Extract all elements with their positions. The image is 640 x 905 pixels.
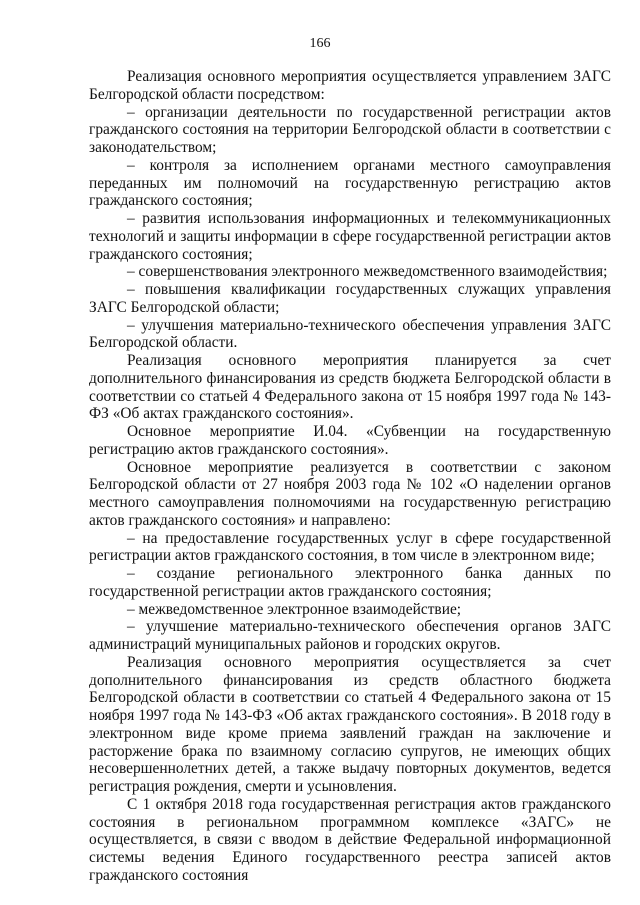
document-body — [89, 68, 611, 885]
paragraph: – совершенствования электронного межведомственного взаимодействия; — [127, 263, 608, 281]
paragraph: – организации деятельности по государственной регистрации актов гражданского состояния на территории Белгородской области в соответствии с законодательством; — [89, 103, 611, 156]
paragraph: – развития использования информационных и телекоммуникационных технологий и защиты информации в сфере государственной регистрации актов гражданского состояния; — [89, 210, 611, 263]
paragraph: – повышения квалификации государственных служащих управления ЗАГС Белгородской области; — [89, 281, 611, 316]
paragraph: Основное мероприятие И.04. «Субвенции на государственную регистрацию актов гражданского состояния». — [89, 423, 611, 458]
paragraph: – создание регионального электронного банка данных по государственной регистрации актов гражданского состояния; — [89, 565, 611, 600]
paragraph: – контроля за исполнением органами местного самоуправления переданных им полномочий на государственную регистрацию актов гражданского состояния; — [89, 156, 611, 210]
paragraph: – улучшения материально-технического обеспечения управления ЗАГС Белгородской области. — [89, 316, 611, 352]
paragraph: Основное мероприятие реализуется в соответствии с законом Белгородской области от 27 ноября 2003 года № 102 «О наделении органов местного самоуправления полномочиями на государственную регистрацию актов гражданского состояния» и направлено: — [89, 458, 611, 529]
paragraph: – на предоставление государственных услуг в сфере государственной регистрации актов гражданского состояния, в том числе в электронном виде; — [89, 529, 611, 565]
paragraph: – улучшение материально-технического обеспечения органов ЗАГС администраций муниципальных районов и городских округов. — [89, 618, 611, 653]
page-number: 166 — [309, 36, 331, 51]
paragraph: С 1 октября 2018 года государственная регистрация актов гражданского состояния в региональном программном комплексе «ЗАГС» не осуществляется, в связи с вводом в действие Федеральной информационной системы ведения Единого государственного реестра записей актов гражданского состояния — [89, 795, 611, 884]
paragraph: Реализация основного мероприятия планируется за счет дополнительного финансирования из средств бюджета Белгородской области в соответствии со статьей 4 Федерального закона от 15 ноября 1997 года № 143-ФЗ «Об актах гражданского состояния». — [89, 352, 611, 423]
paragraph: Реализация основного мероприятия осуществляется за счет дополнительного финансирования из средств областного бюджета Белгородской области в соответствии со статьей 4 Федерального закона от 15 ноября 1997 года № 143-ФЗ «Об актах гражданского состояния». В 2018 году в электронном виде кроме приема заявлений граждан на заключение и расторжение брака по взаимному согласию супругов, не имеющих общих несовершеннолетних детей, а также выдачу повторных документов, ведется регистрация рождения, смерти и усыновления. — [89, 653, 611, 795]
paragraph: – межведомственное электронное взаимодействие; — [127, 600, 462, 618]
paragraph: Реализация основного мероприятия осуществляется управлением ЗАГС Белгородской области посредством: — [89, 68, 611, 103]
